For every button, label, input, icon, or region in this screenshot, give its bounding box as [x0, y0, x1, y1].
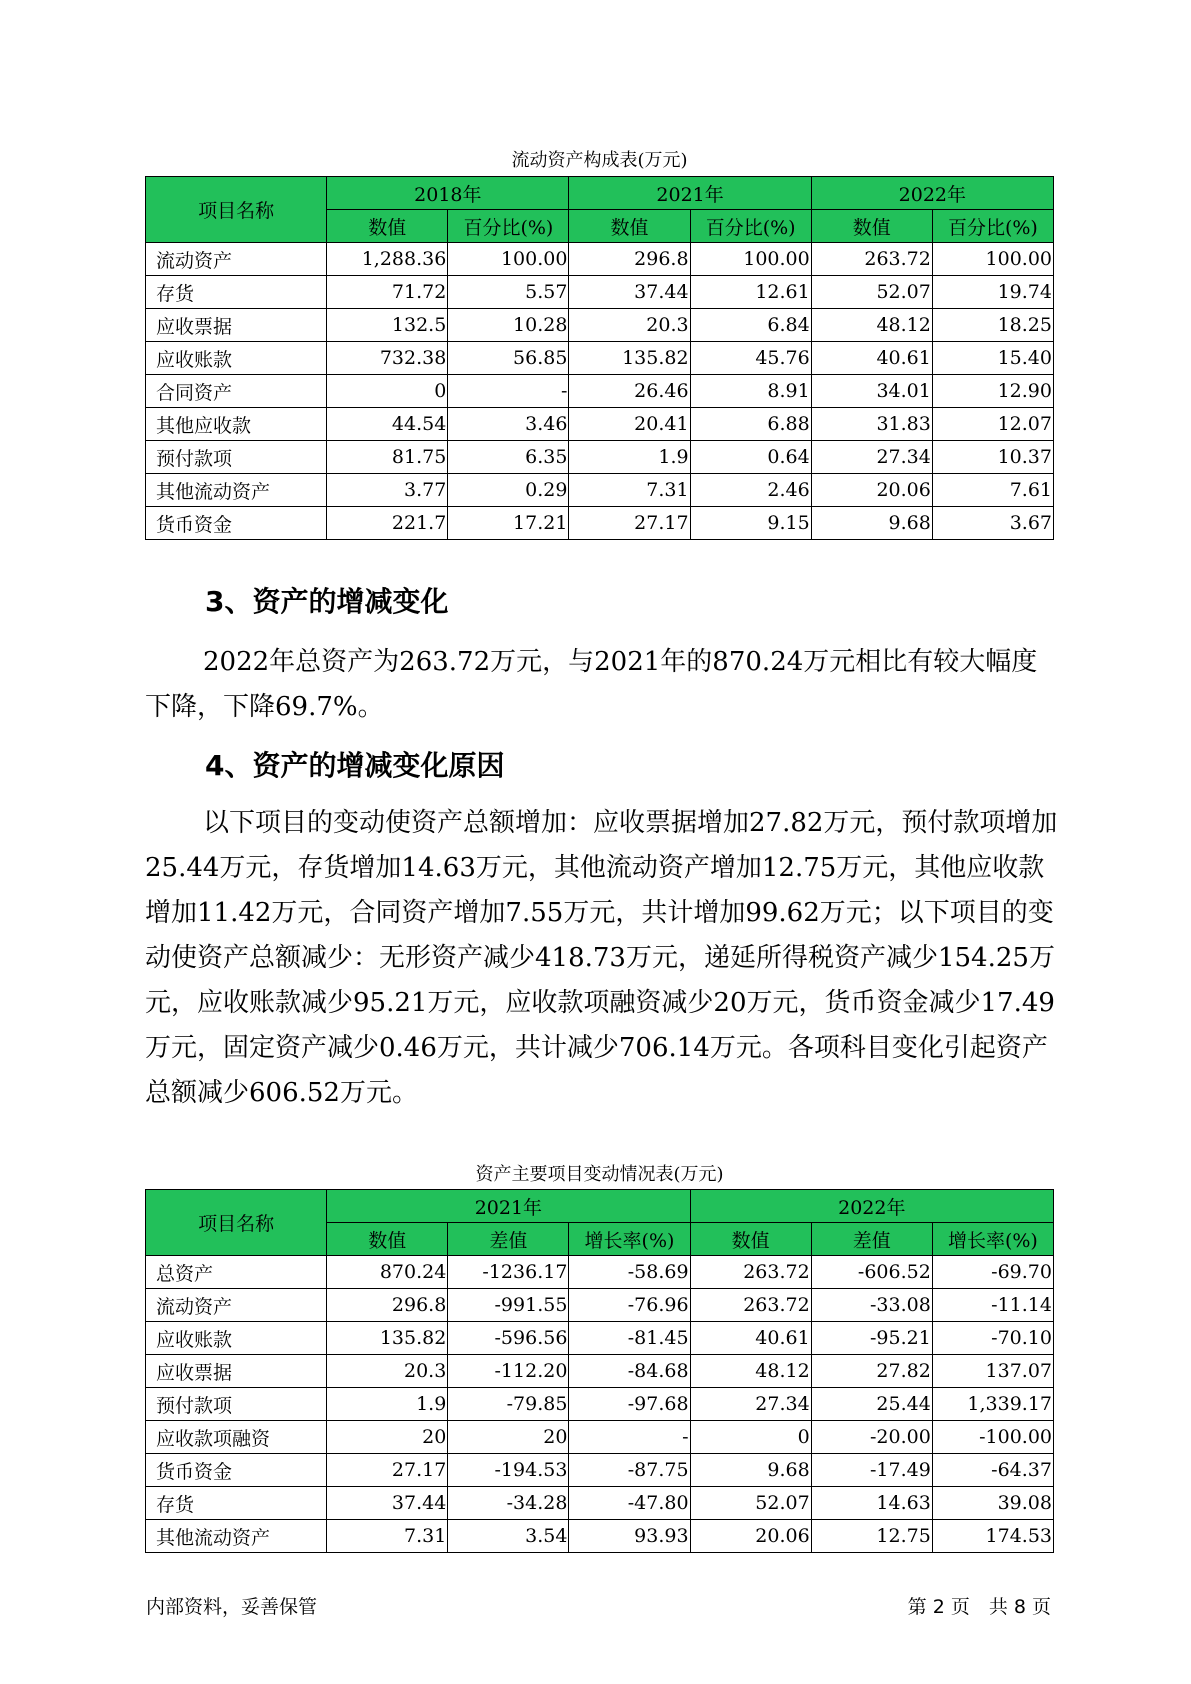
table-row [146, 1322, 1054, 1355]
column-header: 增长率(%) [569, 1223, 690, 1256]
table-cell: 27.17 [327, 1454, 448, 1487]
column-header: 百分比(%) [448, 210, 569, 243]
table-cell: 1.9 [327, 1388, 448, 1421]
table-cell: - [569, 1421, 690, 1454]
table-cell: 20.06 [690, 1520, 811, 1553]
table-cell: -11.14 [932, 1289, 1053, 1322]
table-cell: -33.08 [811, 1289, 932, 1322]
year-header: 2021年 [327, 1190, 690, 1223]
column-header: 百分比(%) [932, 210, 1053, 243]
table-cell: 263.72 [690, 1256, 811, 1289]
column-header: 差值 [448, 1223, 569, 1256]
table-cell: 56.85 [448, 342, 569, 375]
section3-heading: 3、资产的增减变化 [205, 585, 449, 618]
table-cell: 12.61 [690, 276, 811, 309]
row-label: 总资产 [146, 1256, 327, 1289]
table-cell: -76.96 [569, 1289, 690, 1322]
table-cell: 18.25 [932, 309, 1053, 342]
table-cell: 45.76 [690, 342, 811, 375]
table-cell: 174.53 [932, 1520, 1053, 1553]
table1-caption: 流动资产构成表(万元) [511, 150, 688, 171]
table-row [146, 1454, 1054, 1487]
table-cell: 10.28 [448, 309, 569, 342]
table-cell: 9.15 [690, 507, 811, 540]
table-cell: 20 [327, 1421, 448, 1454]
table-row [146, 1289, 1054, 1322]
footer-notice: 内部资料，妥善保管 [146, 1596, 318, 1618]
table-cell: 31.83 [811, 408, 932, 441]
table-cell: 8.91 [690, 375, 811, 408]
table-cell: 37.44 [569, 276, 690, 309]
column-header: 数值 [327, 210, 448, 243]
table-cell: 135.82 [569, 342, 690, 375]
table-cell: 137.07 [932, 1355, 1053, 1388]
row-label: 存货 [146, 276, 327, 309]
table-row [146, 507, 1054, 540]
name-header: 项目名称 [146, 1190, 327, 1256]
table-cell: 44.54 [327, 408, 448, 441]
table-cell: -34.28 [448, 1487, 569, 1520]
table-cell: - [448, 375, 569, 408]
table-cell: -100.00 [932, 1421, 1053, 1454]
table-cell: 6.35 [448, 441, 569, 474]
table-cell: -20.00 [811, 1421, 932, 1454]
table-cell: 9.68 [690, 1454, 811, 1487]
table-cell: -64.37 [932, 1454, 1053, 1487]
table-cell: 296.8 [327, 1289, 448, 1322]
table-cell: 81.75 [327, 441, 448, 474]
table-row [146, 1388, 1054, 1421]
table-cell: 1,339.17 [932, 1388, 1053, 1421]
column-header: 数值 [690, 1223, 811, 1256]
table-cell: 7.31 [327, 1520, 448, 1553]
table-row [146, 276, 1054, 309]
table-cell: 135.82 [327, 1322, 448, 1355]
table-row [146, 408, 1054, 441]
table-cell: 3.67 [932, 507, 1053, 540]
table-cell: 1.9 [569, 441, 690, 474]
row-label: 货币资金 [146, 507, 327, 540]
year-header: 2022年 [811, 177, 1053, 210]
table-row [146, 1520, 1054, 1553]
table-cell: 5.57 [448, 276, 569, 309]
table-cell: 20.41 [569, 408, 690, 441]
table-cell: 221.7 [327, 507, 448, 540]
table-cell: 15.40 [932, 342, 1053, 375]
table-row [146, 342, 1054, 375]
table-cell: 9.68 [811, 507, 932, 540]
table-row [146, 441, 1054, 474]
row-label: 流动资产 [146, 243, 327, 276]
page-number: 第 2 页 共 8 页 [907, 1596, 1051, 1618]
table-cell: 2.46 [690, 474, 811, 507]
table-cell: 14.63 [811, 1487, 932, 1520]
table-cell: 870.24 [327, 1256, 448, 1289]
row-label: 合同资产 [146, 375, 327, 408]
table-cell: 132.5 [327, 309, 448, 342]
table-cell: -112.20 [448, 1355, 569, 1388]
table-cell: 48.12 [811, 309, 932, 342]
table2-caption: 资产主要项目变动情况表(万元) [475, 1164, 724, 1185]
table-cell: 26.46 [569, 375, 690, 408]
table-cell: 20.06 [811, 474, 932, 507]
section4-paragraph: 以下项目的变动使资产总额增加：应收票据增加27.82万元，预付款项增加25.44万元，存货增加14.63万元，其他流动资产增加12.75万元，其他应收款增加11.42万元，合同资产增加7.55万元，共计增加99.62万元；以下项目的变动使资产总额减少：无形资产减少418.73万元，递延所得税资产减少154.25万元，应收账款减少95.21万元，应收款项融资减少20万元，货币资金减少17.49万元，固定资产减少0.46万元，共计减少706.14万元。各项科目变化引起资产总额减少606.52万元。 [145, 808, 1058, 1108]
table-cell: 0 [327, 375, 448, 408]
table-cell: 17.21 [448, 507, 569, 540]
table-cell: -84.68 [569, 1355, 690, 1388]
column-header: 增长率(%) [932, 1223, 1053, 1256]
table-cell: -606.52 [811, 1256, 932, 1289]
table-row [146, 309, 1054, 342]
table-cell: -1236.17 [448, 1256, 569, 1289]
table-cell: 1,288.36 [327, 243, 448, 276]
table-cell: 27.34 [690, 1388, 811, 1421]
table-cell: 263.72 [690, 1289, 811, 1322]
table-cell: 27.34 [811, 441, 932, 474]
row-label: 其他应收款 [146, 408, 327, 441]
table-cell: 732.38 [327, 342, 448, 375]
column-header: 百分比(%) [690, 210, 811, 243]
table-cell: -97.68 [569, 1388, 690, 1421]
table-cell: 12.75 [811, 1520, 932, 1553]
table-cell: -69.70 [932, 1256, 1053, 1289]
table-cell: -79.85 [448, 1388, 569, 1421]
table-cell: 3.54 [448, 1520, 569, 1553]
table-cell: -70.10 [932, 1322, 1053, 1355]
column-header: 差值 [811, 1223, 932, 1256]
asset-changes-table [145, 1189, 1054, 1553]
row-label: 应收账款 [146, 342, 327, 375]
table-cell: 34.01 [811, 375, 932, 408]
table-cell: 7.31 [569, 474, 690, 507]
table-cell: 3.77 [327, 474, 448, 507]
table-cell: 6.84 [690, 309, 811, 342]
table-cell: 37.44 [327, 1487, 448, 1520]
table-cell: 10.37 [932, 441, 1053, 474]
table-row [146, 1421, 1054, 1454]
table-row [146, 243, 1054, 276]
table-cell: 12.90 [932, 375, 1053, 408]
table-cell: 52.07 [690, 1487, 811, 1520]
table-row [146, 1355, 1054, 1388]
table-cell: -81.45 [569, 1322, 690, 1355]
table-cell: 71.72 [327, 276, 448, 309]
table-cell: 27.82 [811, 1355, 932, 1388]
row-label: 流动资产 [146, 1289, 327, 1322]
table-row [146, 1256, 1054, 1289]
year-header: 2018年 [327, 177, 569, 210]
table-cell: 100.00 [448, 243, 569, 276]
table-cell: 3.46 [448, 408, 569, 441]
table-cell: 48.12 [690, 1355, 811, 1388]
row-label: 货币资金 [146, 1454, 327, 1487]
row-label: 应收票据 [146, 309, 327, 342]
table-row [146, 375, 1054, 408]
table-cell: 19.74 [932, 276, 1053, 309]
row-label: 预付款项 [146, 1388, 327, 1421]
table-row [146, 1487, 1054, 1520]
table-cell: 100.00 [932, 243, 1053, 276]
table-cell: 0 [690, 1421, 811, 1454]
table-cell: 0.64 [690, 441, 811, 474]
year-header: 2022年 [690, 1190, 1053, 1223]
row-label: 应收账款 [146, 1322, 327, 1355]
table-cell: -47.80 [569, 1487, 690, 1520]
table-cell: 20.3 [569, 309, 690, 342]
table-cell: 25.44 [811, 1388, 932, 1421]
table-cell: -95.21 [811, 1322, 932, 1355]
row-label: 存货 [146, 1487, 327, 1520]
table-cell: -17.49 [811, 1454, 932, 1487]
table1-body [146, 243, 1054, 540]
table-cell: 6.88 [690, 408, 811, 441]
row-label: 应收款项融资 [146, 1421, 327, 1454]
table-cell: -87.75 [569, 1454, 690, 1487]
table-cell: 20.3 [327, 1355, 448, 1388]
row-label: 预付款项 [146, 441, 327, 474]
table-cell: -991.55 [448, 1289, 569, 1322]
table-cell: 93.93 [569, 1520, 690, 1553]
column-header: 数值 [569, 210, 690, 243]
table-cell: 100.00 [690, 243, 811, 276]
table-cell: 40.61 [811, 342, 932, 375]
table-cell: 27.17 [569, 507, 690, 540]
section3-paragraph: 2022年总资产为263.72万元，与2021年的870.24万元相比有较大幅度下降，下降69.7%。 [145, 647, 1038, 722]
column-header: 数值 [327, 1223, 448, 1256]
table-cell: 0.29 [448, 474, 569, 507]
table-cell: 40.61 [690, 1322, 811, 1355]
table-cell: 296.8 [569, 243, 690, 276]
table-cell: -596.56 [448, 1322, 569, 1355]
table-cell: 263.72 [811, 243, 932, 276]
name-header: 项目名称 [146, 177, 327, 243]
year-header: 2021年 [569, 177, 811, 210]
table-row [146, 474, 1054, 507]
section4-heading: 4、资产的增减变化原因 [205, 749, 505, 782]
table-cell: -58.69 [569, 1256, 690, 1289]
current-assets-table [145, 176, 1054, 540]
table2-body [146, 1256, 1054, 1553]
table-cell: 39.08 [932, 1487, 1053, 1520]
table-cell: 52.07 [811, 276, 932, 309]
column-header: 数值 [811, 210, 932, 243]
row-label: 其他流动资产 [146, 1520, 327, 1553]
table-cell: -194.53 [448, 1454, 569, 1487]
table-cell: 12.07 [932, 408, 1053, 441]
row-label: 其他流动资产 [146, 474, 327, 507]
row-label: 应收票据 [146, 1355, 327, 1388]
table-cell: 20 [448, 1421, 569, 1454]
table-cell: 7.61 [932, 474, 1053, 507]
